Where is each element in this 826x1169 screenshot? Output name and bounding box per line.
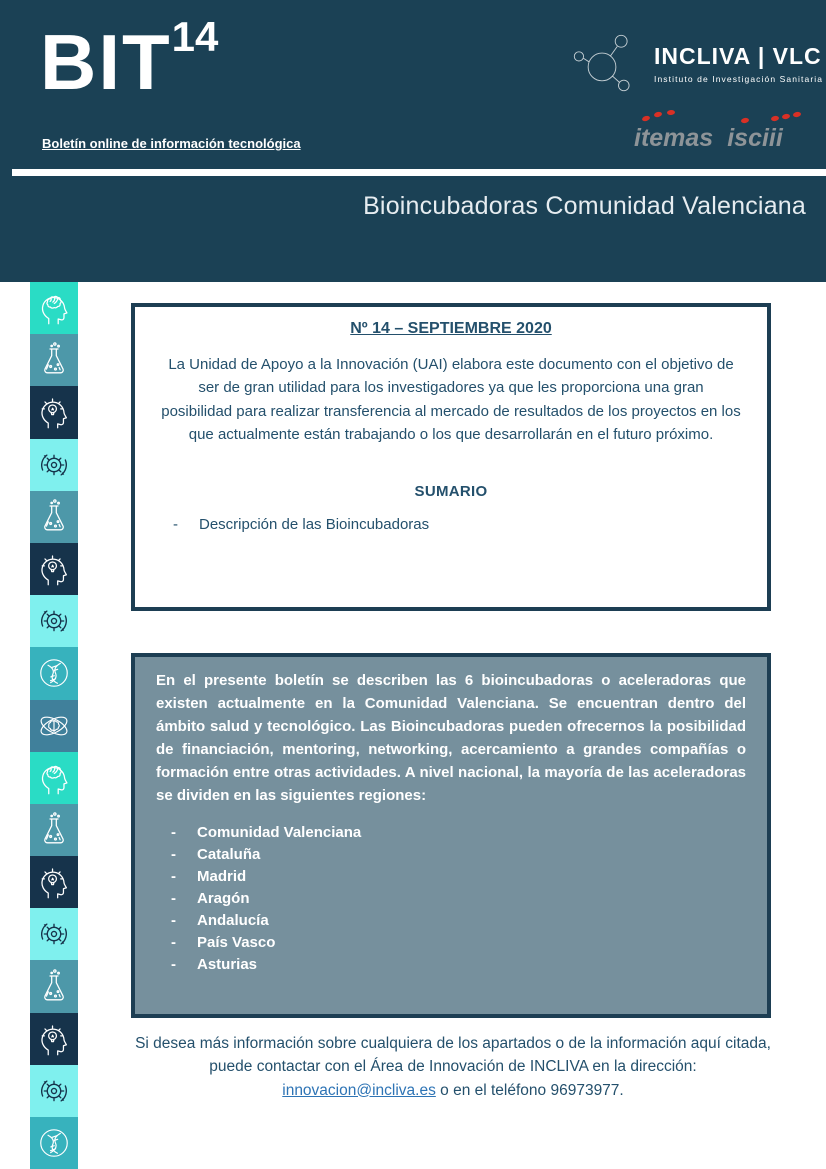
region-item: - País Vasco	[135, 932, 767, 954]
summary-list	[135, 516, 767, 533]
itemas-isciii-text	[634, 124, 783, 153]
issue-intro-paragraph: La Unidad de Apoyo a la Innovación (UAI) elabora este documento con el objetivo de ser de gran utilidad para los investigadores ya que les proporciona una gran posibilidad para realizar transferencia al mercado de resultados de los proyectos en los que actualmente están trabajando o los que desarrollarán en el futuro próximo.	[161, 356, 741, 444]
region-item: - Comunidad Valenciana	[135, 822, 767, 844]
gear-sync-icon	[30, 908, 78, 960]
sidebar	[30, 282, 78, 1169]
gear-sync-icon	[30, 439, 78, 491]
flask-icon	[30, 334, 78, 386]
region-item: - Asturias	[135, 954, 767, 976]
region-item: - Aragón	[135, 888, 767, 910]
page-title: Bioincubadoras Comunidad Valenciana	[363, 192, 806, 220]
head-lightbulb-icon	[30, 543, 78, 595]
flask-icon	[30, 491, 78, 543]
contact-paragraph	[133, 1032, 773, 1102]
incliva-name: INCLIVA | VLC	[654, 42, 822, 69]
isciii-red-dot	[793, 111, 802, 117]
header-divider	[12, 169, 826, 176]
region-item: - Madrid	[135, 866, 767, 888]
itemas-red-dot	[641, 115, 650, 122]
head-brain-icon	[30, 282, 78, 334]
isciii-red-dot	[771, 115, 780, 121]
summary-item: - Descripción de las Bioincubadoras	[135, 516, 767, 533]
bit-logo-number: 14	[171, 13, 219, 60]
dna-icon	[30, 1117, 78, 1169]
incliva-molecule-icon	[568, 30, 640, 96]
gear-sync-icon	[30, 595, 78, 647]
incliva-tagline: Instituto de Investigación Sanitaria	[654, 73, 824, 84]
region-item: - Cataluña	[135, 844, 767, 866]
bit-logo	[40, 13, 219, 106]
bit-logo-text: BIT	[40, 18, 172, 106]
itemas-red-dot	[667, 110, 675, 116]
header-band	[0, 0, 826, 282]
isciii-red-dot	[782, 113, 791, 119]
incliva-text-block	[654, 43, 823, 84]
region-item: - Andalucía	[135, 910, 767, 932]
contact-email-link[interactable]: innovacion@incliva.es	[282, 1081, 436, 1099]
isciii-red-dot	[741, 117, 750, 123]
head-lightbulb-icon	[30, 1013, 78, 1065]
head-brain-icon	[30, 752, 78, 804]
itemas-isciii-logo	[634, 112, 804, 158]
issue-title: Nº 14 – SEPTIEMBRE 2020	[350, 320, 552, 337]
itemas-label: itemas	[634, 124, 714, 152]
head-lightbulb-icon	[30, 856, 78, 908]
incliva-logo	[568, 30, 823, 96]
gear-sync-icon	[30, 1065, 78, 1117]
flask-icon	[30, 804, 78, 856]
isciii-label: isciii	[727, 124, 783, 152]
description-paragraph: En el presente boletín se describen las 6 bioincubadoras o aceleradoras que existen actualmente en la Comunidad Valenciana. Se encuentran dentro del ámbito salud y tecnológico. Las Bioincubadoras pueden ofrecernos la posibilidad de financiación, mentoring, networking, acercamiento a grandes compañías o formación entre otras actividades. A nivel nacional, la mayoría de las aceleradoras se dividen en las siguientes regiones:	[156, 672, 746, 804]
issue-box	[131, 303, 771, 611]
dna-icon	[30, 647, 78, 699]
itemas-red-dot	[654, 111, 663, 118]
contact-text-before: Si desea más información sobre cualquiera de los apartados o de la información aquí citada, puede contactar con el Área de Innovación de INCLIVA en la dirección:	[135, 1035, 771, 1076]
brain-atom-icon	[30, 700, 78, 752]
flask-icon	[30, 960, 78, 1012]
bulletin-subtitle: Boletín online de información tecnológica	[42, 136, 301, 151]
description-box	[131, 653, 771, 1018]
contact-text-after: o en el teléfono 96973977.	[440, 1081, 624, 1099]
regions-list	[135, 822, 767, 976]
summary-heading: SUMARIO	[414, 482, 488, 500]
head-lightbulb-icon	[30, 386, 78, 438]
